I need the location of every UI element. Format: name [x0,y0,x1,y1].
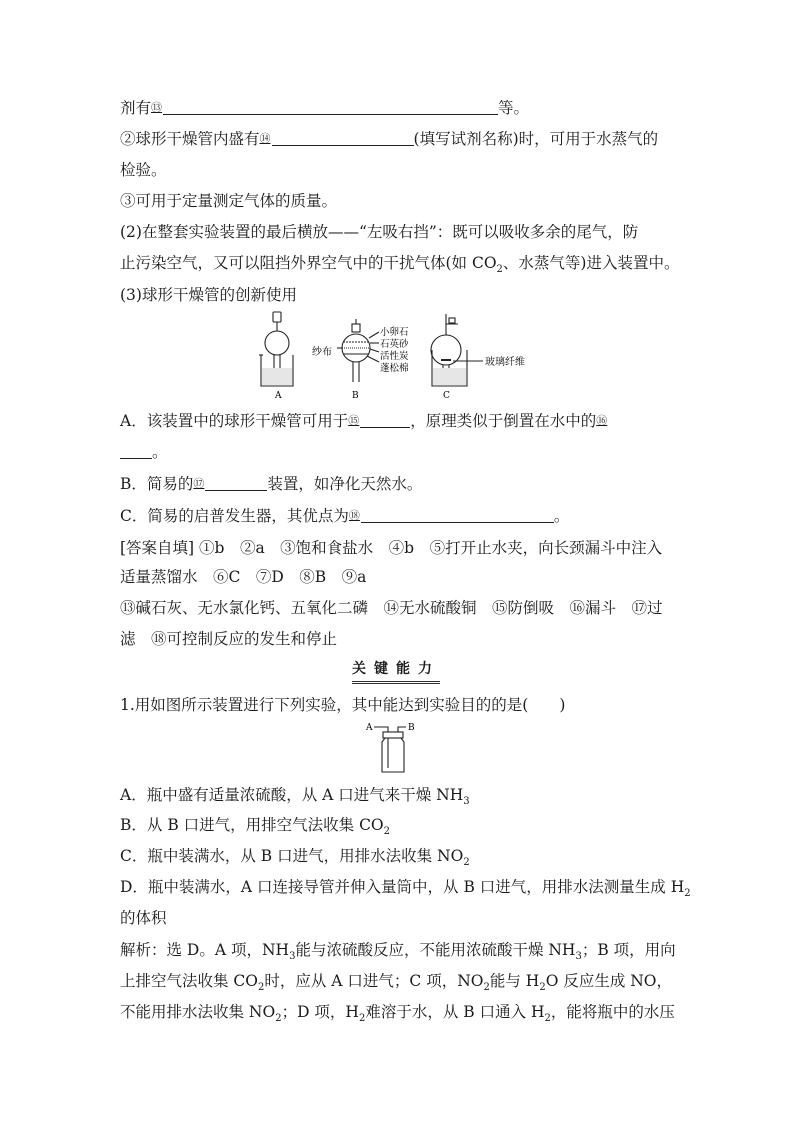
answer-marker: ⑭ [259,132,271,145]
text: B．简易的 [120,475,194,493]
glass-fiber-label: 玻璃纤维 [485,357,525,368]
text: D．瓶中装满水，A 口连接导管并伸入量筒中，从 B 口进气，用排水法测量生成 H [120,878,685,896]
setup-a [259,312,293,386]
text: (填写试剂名称)时，可用于水蒸气的 [413,130,659,148]
option-a [120,785,470,808]
answer-blank [205,474,267,491]
analysis-line [120,971,673,994]
port-a-label: A [366,723,373,733]
text: 止污染空气，又可以阻挡外界空气中的干扰气体(如 CO [120,254,497,272]
text: 不能用排水法收集 NO [120,1003,276,1021]
subscript: 2 [383,826,391,838]
answer-key-line: 滤 ⑱可控制反应的发生和停止 [120,630,338,648]
subscript: 2 [358,1013,366,1025]
text-line [120,253,680,276]
text: 剂有 [120,99,152,117]
setup-b [337,319,379,382]
text: 难溶于水，从 B 口通入 H [365,1003,545,1021]
drying-tube-figure [255,310,555,402]
text-line [120,411,608,431]
option-d-cont: 的体积 [120,909,167,927]
layer-label: 蓬松棉 [380,363,409,374]
text: 上排空气法收集 CO [120,972,258,990]
fig-label-b: B [352,391,359,401]
text: ，能将瓶中的水压 [550,1003,675,1021]
subscript: 2 [539,982,546,994]
analysis-line [120,1002,675,1025]
subscript: 2 [258,982,265,994]
text: ；B 项，用向 [581,941,676,959]
analysis-line [120,940,676,963]
text: ②球形干燥管内盛有 [120,130,260,148]
answer-marker: ⑰ [193,477,205,490]
setup-c [431,314,483,386]
answer-blank [272,129,414,146]
text-line [120,506,569,526]
option-d [120,877,691,900]
text: 、水蒸气等)进入装置中。 [502,254,680,272]
answer-key-line: ⑬碱石灰、无水氯化钙、五氧化二磷 ⑭无水硫酸铜 ⑮防倒吸 ⑯漏斗 ⑰过 [120,599,663,617]
text: ，原理类似于倒置在水中的 [410,412,597,430]
answer-marker: ⑱ [348,509,360,522]
answer-key-line: 适量蒸馏水 ⑥C ⑦D ⑧B ⑨a [120,568,367,586]
text: 能与 H [489,972,540,990]
text: 。 [152,443,168,461]
subscript: 2 [275,1013,282,1025]
subscript: 3 [575,951,582,963]
subscript: 2 [496,264,503,276]
subscript: 2 [544,1013,551,1025]
text: 时，应从 A 口进气；C 项，NO [264,972,484,990]
answer-blank [360,411,410,428]
port-b-label: B [408,723,415,733]
text: O 反应生成 NO， [545,972,673,990]
section-heading: 关键能力 [352,658,440,684]
fig-label-a: A [275,391,282,401]
answer-key-line: [答案自填] ①b ②a ③饱和食盐水 ④b ⑤打开止水夹，向长颈漏斗中注入 [120,539,663,557]
layer-label: 小卵石 [380,327,409,338]
text: B．从 B 口进气，用排空气法收集 CO [120,816,384,834]
text-line [120,98,529,118]
text: 能与浓硫酸反应，不能用浓硫酸干燥 NH [295,941,576,959]
text-line: ③可用于定量测定气体的质量。 [120,192,338,210]
text: C．瓶中装满水，从 B 口进气，用排水法收集 NO [120,847,464,865]
text: 等。 [498,99,530,117]
question-stem: 1.用如图所示装置进行下列实验，其中能达到实验目的的是( ) [120,696,566,714]
fig-label-c: C [443,391,450,401]
text-line: 检验。 [120,161,167,179]
option-c [120,846,470,869]
answer-marker: ⑬ [151,101,163,114]
text: A．该装置中的球形干燥管可用于 [120,412,349,430]
text-line [120,442,168,462]
gas-bottle-figure [364,718,434,776]
text-line: (2)在整套实验装置的最后横放——“左吸右挡”：既可以吸收多余的尾气，防 [120,223,639,241]
text-line: (3)球形干燥管的创新使用 [120,286,297,304]
answer-blank [120,442,152,459]
answer-marker: ⑮ [348,414,360,427]
subscript: 3 [463,796,470,808]
text: C．简易的启普发生器，其优点为 [120,507,349,525]
text: 解析：选 D。A 项，NH [120,941,290,959]
text: 。 [553,507,570,525]
text-line [120,474,422,494]
answer-marker: ⑯ [596,414,608,427]
gauze-label: 纱布 [312,347,332,358]
text: 装置，如净化天然水。 [267,475,423,493]
text: A．瓶中盛有适量浓硫酸，从 A 口进气来干燥 NH [120,786,464,804]
answer-blank [163,98,498,115]
subscript: 2 [463,857,470,869]
layer-label: 石英砂 [380,339,409,350]
subscript: 2 [684,888,691,900]
subscript: 3 [289,951,296,963]
option-b [120,815,391,838]
answer-blank [361,506,554,523]
text-line [120,129,658,149]
text: ；D 项，H [281,1003,359,1021]
subscript: 2 [483,982,490,994]
layer-label: 活性炭 [380,351,409,362]
